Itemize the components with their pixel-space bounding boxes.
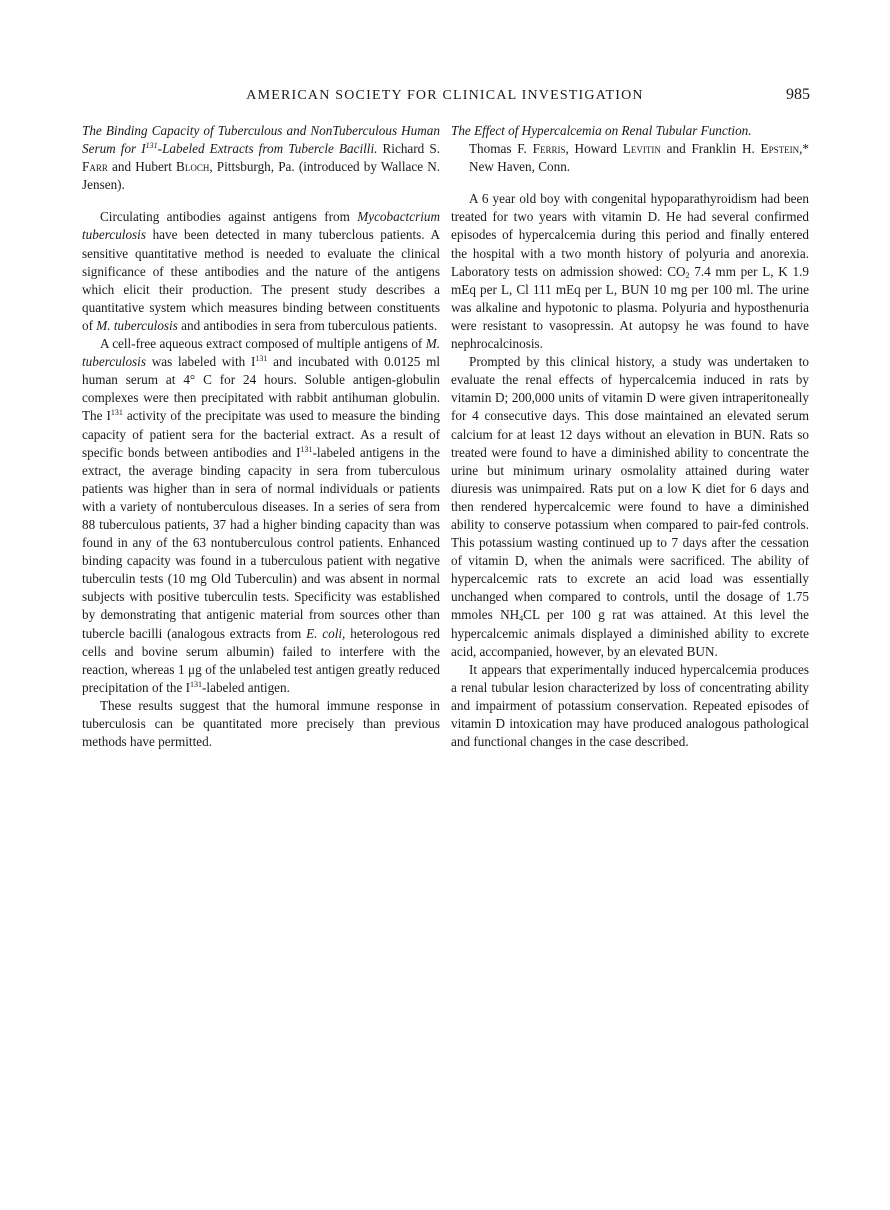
left-paragraph-3: These results suggest that the humoral immune response in tuberculosis can be quantitated more precisely than previous methods have permitted.: [82, 697, 440, 750]
running-title: AMERICAN SOCIETY FOR CLINICAL INVESTIGATION: [246, 88, 644, 103]
right-paragraph-3: It appears that experimentally induced hypercalcemia produces a renal tubular lesion characterized by loss of concentrating ability and impairment of potassium conservation. Repeated episodes of vitamin D intoxication may have produced analogous pathological and functional changes in the case described.: [451, 661, 809, 750]
left-paragraph-1: Circulating antibodies against antigens from Mycobactcrium tuberculosis have been detected in many tuberclous patients. A sensitive quantitative method is needed to evaluate the clinical significance of these antibodies and the nature of the antigens which elicit their production. The present study describes a quantitative system which measures binding between constituents of M. tuberculosis and antibodies in sera from tuberculous patients.: [82, 209, 440, 333]
right-paragraph-2: Prompted by this clinical history, a study was undertaken to evaluate the renal effects of hypercalcemia induced in rats by vitamin D; 200,000 units of vitamin D were given intraperitoneally for 4 consecutive days. This dose maintained an elevated serum calcium for at least 12 days without an elevation in BUN. Rats so treated were found to have a diminished ability to concentrate the urine but minimum urinary osmolality attained during water diuresis was unimpaired. Rats put on a low K diet for 6 days and then rendered hypercalcemic were found to have a diminished ability to conserve potassium when compared to pair-fed controls. This potassium wasting continued up to 7 days after the cessation of vitamin D, when the animals were sacrificed. The ability of hypercalcemic rats to excrete an acid load was essentially unchanged when compared to controls, until the dosage of 1.75 mmoles $NH_4CL$ per 100 g rat was attained. At this level the hypercalcemic animals displayed a diminished ability to excrete acid, accompanied, however, by an elevated BUN.: [451, 354, 810, 659]
right-paragraph-1: A 6 year old boy with congenital hypoparathyroidism had been treated for two years with vitamin D. He had several confirmed episodes of hypercalcemia during this period and finally entered the hospital with a two month history of polyuria and anorexia. Laboratory tests on admission showed: $CO_2$ 7.4 mm per L, K 1.9 mEq per L, Cl 111 mEq per L, BUN 10 mg per 100 ml. The urine was alkaline and hypotonic to plasma. Polyuria and hyposthenuria were resistant to vasopressin. At autopsy he was found to have nephrocalcinosis.: [451, 191, 809, 352]
right-article-authors: Thomas F. Ferris, Howard Levitin and Franklin H. Epstein,* New Haven, Conn.: [469, 141, 809, 175]
left-paragraph-2: A cell-free aqueous extract composed of multiple antigens of M. tuberculosis was labeled with $I^{131}$ and incubated with 0.0125 ml human serum at 4° C for 24 hours. Soluble antigen-globulin complexes were then precipitated with rabbit antihuman globulin. The $I^{131}$ activity of the precipitate was used to measure the binding capacity of patient sera for the bacterial extract. As a result of specific bonds between antibodies and $I^{131}$-labeled antigens in the extract, the average binding capacity in sera from tuberculous patients was higher than in sera of normal individuals or patients with a variety of nontuberculous diseases. In a series of sera from 88 tuberculous patients, 37 had a higher binding capacity than was found in any of the 63 nontuberculous control patients. Enhanced binding capacity was found in a tuberculous patient with negative tuberculin tests (10 mg Old Tuberculin) and was absent in normal subjects with positive tuberculin tests. Specificity was established by demonstrating that antigenic material from sources other than tubercle bacilli (analogous extracts from E. coli, heterologous red cells and bovine serum albumin) failed to interfere with the reaction, whereas 1 μg of the unlabeled test antigen greatly reduced precipitation of the $I^{131}$-labeled antigen.: [82, 336, 441, 695]
left-article-heading: [82, 122, 440, 194]
left-article-authors: Richard S. Farr and Hubert Bloch, Pittsburgh, Pa. (introduced by Wallace N. Jensen).: [82, 141, 441, 193]
right-column-article: [451, 122, 809, 751]
page-number: 985: [786, 86, 810, 103]
left-column-article: [82, 122, 440, 751]
right-article-heading: [451, 122, 809, 176]
left-article-title: The Binding Capacity of Tuberculous and NonTuberculous Human Serum for $I^{131}$-Labeled Extracts from Tubercle Bacilli.: [82, 123, 440, 157]
right-article-title: The Effect of Hypercalcemia on Renal Tubular Function.: [451, 123, 752, 138]
